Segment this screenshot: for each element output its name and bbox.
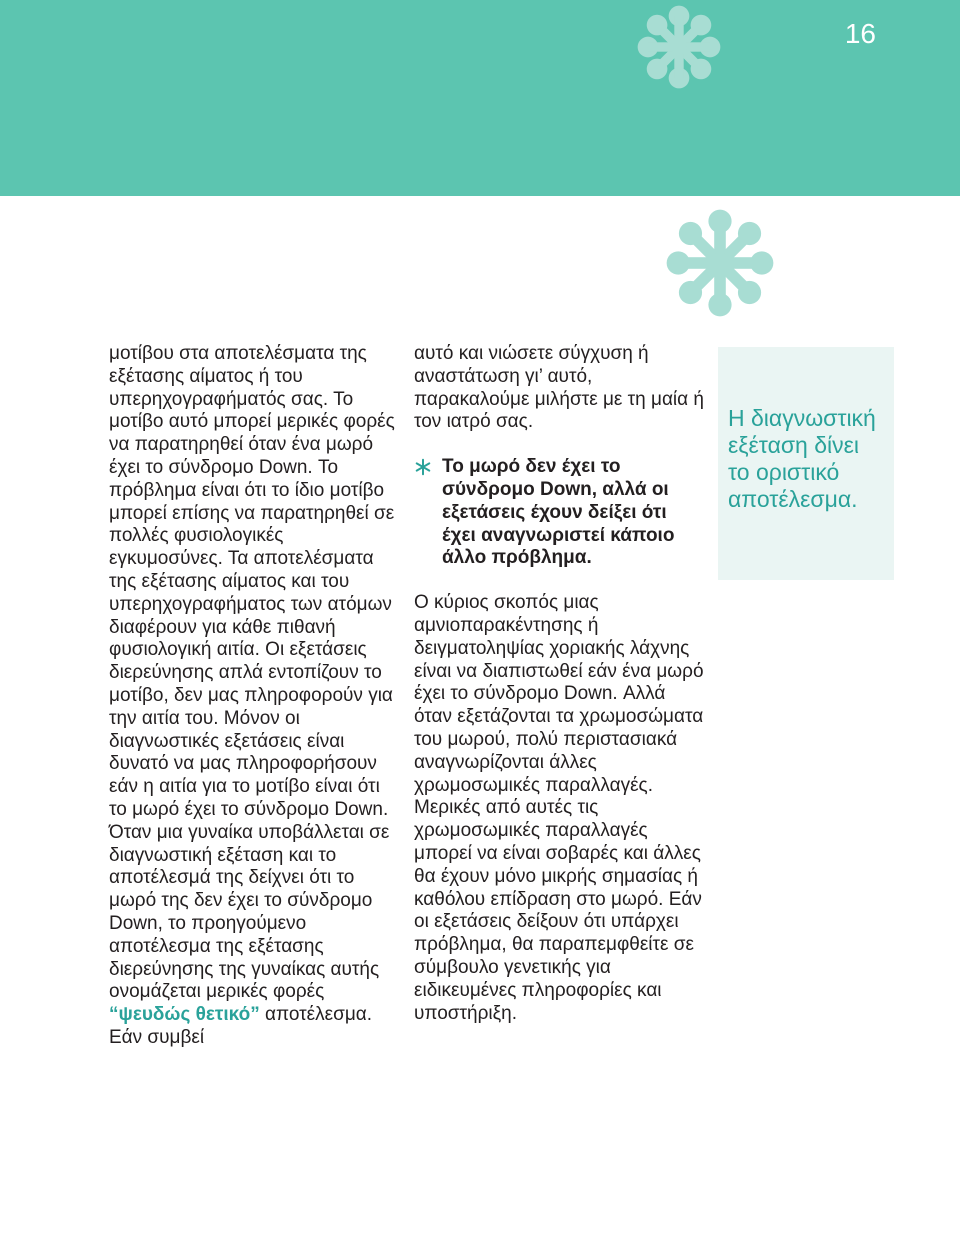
highlight-term: “ψευδώς θετικό” [109,1004,260,1026]
page-number: 16 [844,18,876,49]
header-band [0,0,960,196]
paragraph: αυτό και νιώσετε σύγχυση ή αναστάτωση γι’ αυτό, παρακαλούμε μιλήστε με τη μαία ή τον ιατρό σας. [414,343,704,433]
bullet-text: Το μωρό δεν έχει το σύνδρομο Down, αλλά οι εξετάσεις έχουν δείξει ότι έχει αναγνωριστεί κάποιο άλλο πρόβλημα. [442,456,675,569]
paragraph-text: Όταν μια γυναίκα υποβάλλεται σε διαγνωστική εξέταση και το αποτέλεσμά της δείχνει ότι το μωρό της δεν έχει το σύνδρομο Down, το προηγούμενο αποτέλεσμα της εξέτασης διερεύνησης της γυναίκας αυτής ονομάζεται μερικές φορές [109,821,390,1003]
bullet-item [414,456,704,570]
paragraph-text: αποτέλεσμα. Εάν συμβεί [109,1004,373,1048]
flower-icon [632,0,726,94]
callout-text: Η διαγνωστική εξέταση δίνει το οριστικό αποτέλεσμα. [728,405,876,512]
paragraph: Ο κύριος σκοπός μιας αμνιοπαρακέντησης ή δειγματοληψίας χοριακής λάχνης είναι να διαπιστωθεί εάν ένα μωρό έχει το σύνδρομο Down. Αλλά όταν εξετάζονται τα χρωμοσώματα του μωρού, πολύ περιστασιακά αναγνωρίζονται άλλες χρωμοσωμικές παραλλαγές. Μερικές από αυτές τις χρωμοσωμικές παραλλαγές μπορεί να είναι σοβαρές και άλλες θα έχουν μόνο μικρής σημασίας ή καθόλου επίδραση στο μωρό. Εάν οι εξετάσεις δείξουν ότι υπάρχει πρόβλημα, θα παραπεμφθείτε σε σύμβουλο γενετικής για ειδικευμένες πληροφορίες και υποστήριξη. [414,592,704,1024]
paragraph [109,822,399,1050]
asterisk-bullet-icon [414,458,442,483]
sidebar-callout [718,347,894,580]
paragraph: μοτίβου στα αποτελέσματα της εξέτασης αίματος ή του υπερηχογραφήματός σας. Το μοτίβο αυτό μπορεί μερικές φορές να παρατηρηθεί όταν ένα μωρό έχει το σύνδρομο Down. Το πρόβλημα είναι ότι το ίδιο μοτίβο μπορεί επίσης να παρατηρηθεί σε πολλές φυσιολογικές εγκυμοσύνες. Τα αποτελέσματα της εξέτασης αίματος και του υπερηχογραφήματος των ατόμων διαφέρουν για κάθε πιθανή φυσιολογική αιτία. Οι εξετάσεις διερεύνησης απλά εντοπίζουν το μοτίβο, δεν μας πληροφορούν για την αιτία του. Μόνον οι διαγνωστικές εξετάσεις είναι δυνατό να μας πληροφορήσουν εάν η αιτία για το μοτίβο είναι ότι το μωρό έχει το σύνδρομο Down. [109,343,395,820]
flower-icon [662,205,778,321]
middle-column [414,343,704,1025]
left-column [109,343,399,1050]
